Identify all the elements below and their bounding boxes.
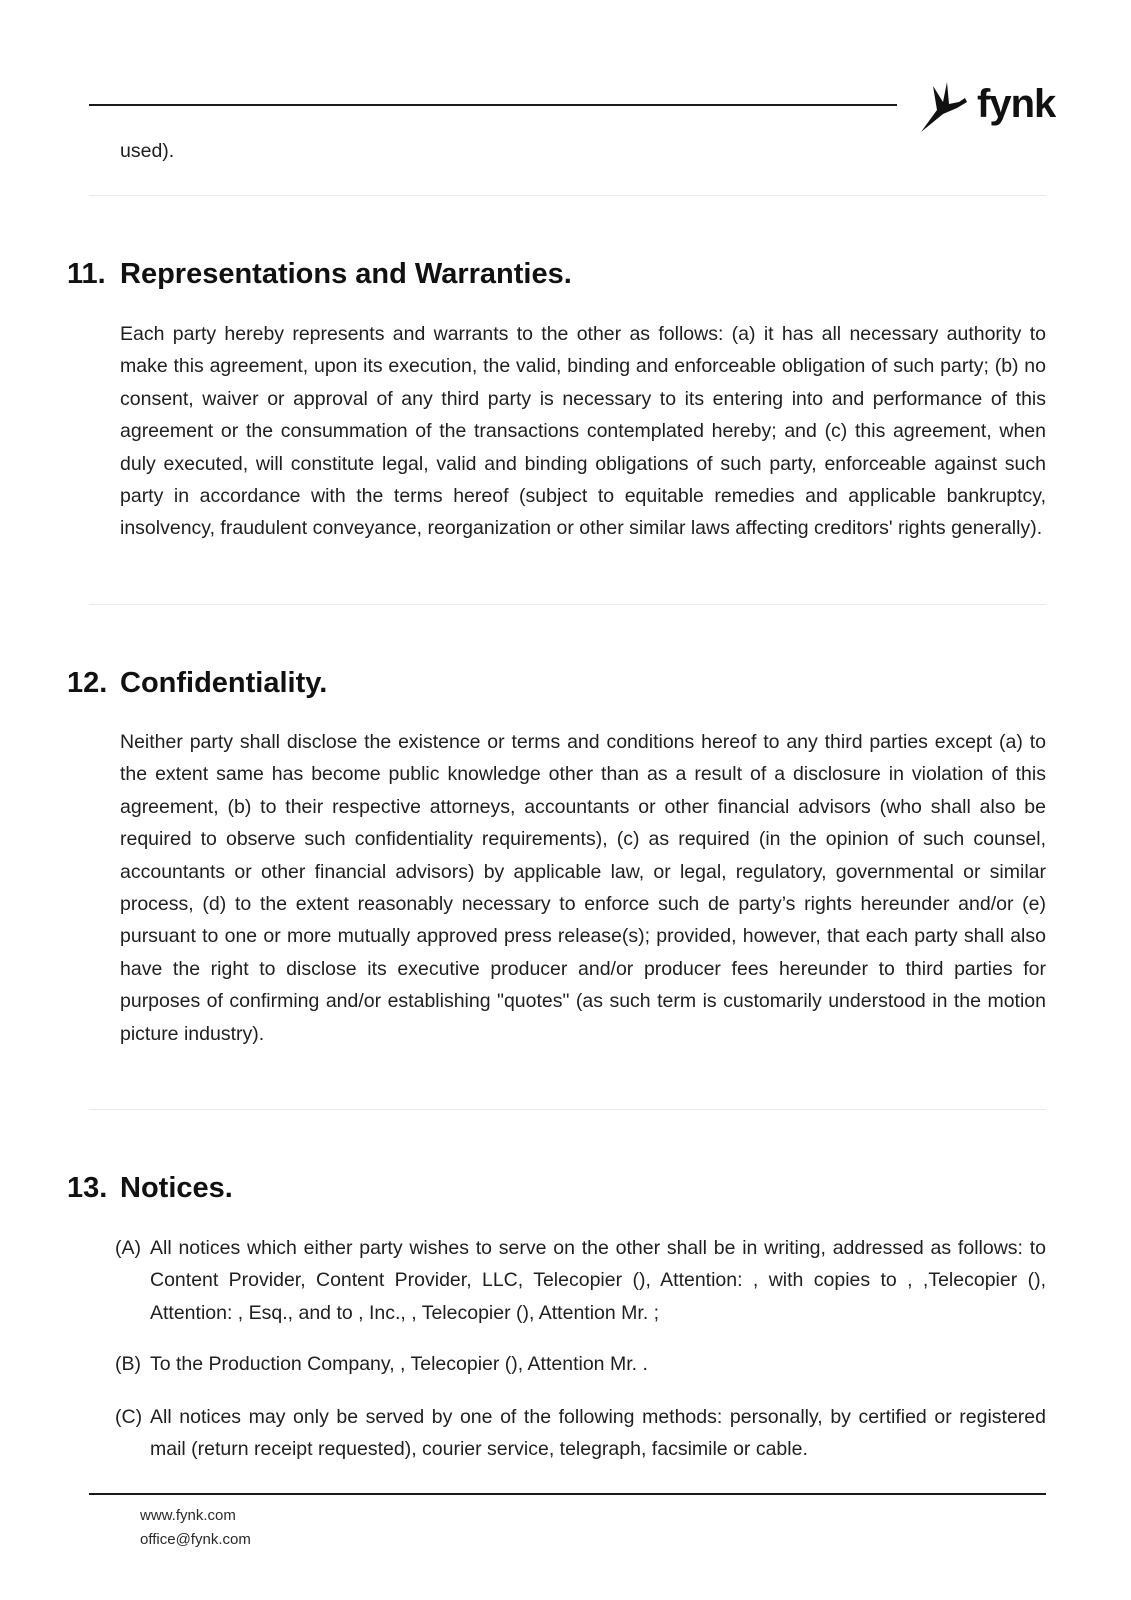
section-heading-notices [67,1170,233,1206]
section-title: Confidentiality. [120,667,328,699]
list-marker: (A) [115,1237,141,1259]
list-text: All notices may only be served by one of the following methods: personally, by certified or registered mail (return receipt requested), courier service, telegraph, facsimile or cable. [150,1406,1046,1461]
footer-rule [89,1493,1046,1495]
header-rule [89,104,897,106]
list-item [115,1348,1046,1380]
list-text: All notices which either party wishes to serve on the other shall be in writing, addressed as follows: to Content Provider, Content Provider, LLC, Telecopier (), Attention: , with copies to , ,Telecopier (), Attention: , Esq., and to , Inc., , Telecopier (), Attention Mr. ; [150,1237,1046,1324]
list-item [115,1401,1046,1466]
section-divider [89,1109,1046,1110]
list-item [115,1232,1046,1329]
list-text: To the Production Company, , Telecopier (), Attention Mr. . [150,1353,648,1375]
section-divider [89,604,1046,605]
list-marker: (B) [115,1353,141,1375]
logo-text: fynk [977,82,1056,126]
footer-website: www.fynk.com [140,1507,236,1524]
fynk-logo [919,80,1056,136]
section-heading-confidentiality [67,665,327,701]
section-body-confidentiality: Neither party shall disclose the existence or terms and conditions hereof to any third parties except (a) to the extent same has become public knowledge other than as a result of a disclosure in violation of this agreement, (b) to their respective attorneys, accountants or other financial advisors (who shall also be required to observe such confidentiality requirements), (c) as required (in the opinion of such counsel, accountants or other financial advisors) by applicable law, or legal, regulatory, governmental or similar process, (d) to the extent reasonably necessary to enforce such de party’s rights hereunder and/or (e) pursuant to one or more mutually approved press release(s); provided, however, that each party shall also have the right to disclose its executive producer and/or producer fees hereunder to third parties for purposes of confirming and/or establishing "quotes" (as such term is customarily understood in the motion picture industry). [120,731,1046,1045]
section-divider [89,195,1046,196]
section-heading-representations [67,256,572,292]
section-number: 12. [67,667,108,699]
bird-icon [919,80,975,136]
section-title: Representations and Warranties. [120,258,572,290]
section-body-representations: Each party hereby represents and warrants to the other as follows: (a) it has all necessary authority to make this agreement, upon its execution, the valid, binding and enforceable obligation of such party; (b) no consent, waiver or approval of any third party is necessary to its entering into and performance of this agreement or the consummation of the transactions contemplated hereby; and (c) this agreement, when duly executed, will constitute legal, valid and binding obligations of such party, enforceable against such party in accordance with the terms hereof (subject to equitable remedies and applicable bankruptcy, insolvency, fraudulent conveyance, reorganization or other similar laws affecting creditors' rights generally). [120,323,1046,540]
footer-email: office@fynk.com [140,1531,251,1548]
continued-text: used). [120,140,175,162]
section-title: Notices. [120,1172,233,1204]
list-marker: (C) [115,1406,143,1428]
section-number: 11. [67,258,106,290]
section-number: 13. [67,1172,108,1204]
